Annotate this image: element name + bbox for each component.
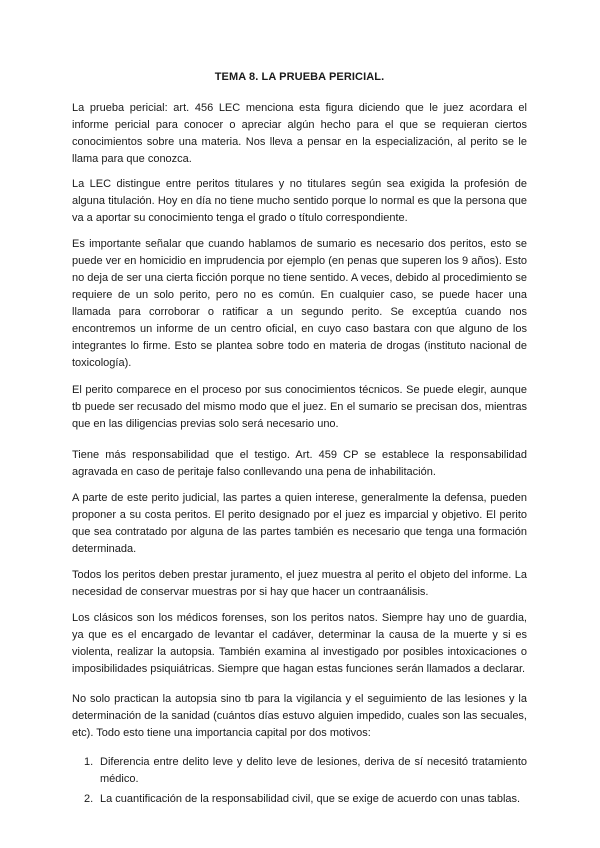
paragraph-medicos-forenses: Los clásicos son los médicos forenses, son los peritos natos. Siempre hay uno de guardia, ya que es el encargado de levantar el cadáver, determinar la causa de la muerte y si es violenta, realizar la autopsia. También examina al investigado por posibles intoxicaciones o imposibilidades psiquiátricas. Siempre que hagan estas funciones serán llamados a declarar. (72, 612, 527, 675)
paragraph-peritos-titulares: La LEC distingue entre peritos titulares y no titulares según sea exigida la profesión de alguna titulación. Hoy en día no tiene mucho sentido porque lo normal es que la persona que va a aportar su conocimiento tenga el grado o título correspondiente. (72, 178, 527, 224)
list-item-text: Diferencia entre delito leve y delito leve de lesiones, deriva de sí necesitó tratamiento médico. (100, 756, 527, 785)
page-title: TEMA 8. LA PRUEBA PERICIAL. (214, 71, 385, 83)
paragraph-sumario-dos-peritos: Es importante señalar que cuando hablamos de sumario es necesario dos peritos, esto se puede ver en homicidio en imprudencia por ejemplo (en penas que superen los 9 años). Esto no deja de ser una cierta ficción porque no tiene sentido. A veces, debido al procedimiento se requiere de un solo perito, pero no es común. En cualquier caso, se puede hacer una llamada para corroborar o ratificar a un segundo perito. Se exceptúa cuando nos encontremos un informe de un centro oficial, en cuyo caso bastara con que alguno de los integrantes lo firme. Esto se plantea sobre todo en materia de drogas (instituto nacional de toxicología). (72, 238, 527, 369)
list-item (72, 754, 527, 788)
list-item-number: 1. (84, 756, 94, 768)
list-item-number: 2. (84, 793, 94, 805)
paragraph-prueba-pericial: La prueba pericial: art. 456 LEC menciona esta figura diciendo que le juez acordara el informe pericial para conocer o apreciar algún hecho para el que se requieran ciertos conocimientos sobre una materia. Nos lleva a pensar en la especialización, al perito se le llama para que conozca. (72, 102, 527, 165)
paragraph-perito-comparece: El perito comparece en el proceso por sus conocimientos técnicos. Se puede elegir, aunque tb puede ser recusado del mismo modo que el juez. En el sumario se precisan dos, mientras que en las diligencias previas solo será necesario uno. (72, 384, 527, 430)
document-body (72, 69, 527, 811)
paragraph-responsabilidad: Tiene más responsabilidad que el testigo. Art. 459 CP se establece la responsabilidad agravada en caso de peritaje falso conllevando una pena de inhabilitación. (72, 449, 527, 478)
paragraph-juramento: Todos los peritos deben prestar juramento, el juez muestra al perito el objeto del informe. La necesidad de conservar muestras por si hay que hacer un contraanálisis. (72, 569, 527, 598)
paragraph-autopsia: No solo practican la autopsia sino tb para la vigilancia y el seguimiento de las lesiones y la determinación de la sanidad (cuántos días estuvo alguien impedido, cuales son las secuales, etc). Todo esto tiene una importancia capital por dos motivos: (72, 693, 527, 739)
numbered-list (72, 754, 527, 808)
list-item (72, 791, 527, 808)
paragraph-perito-de-parte: A parte de este perito judicial, las partes a quien interese, generalmente la defensa, pueden proponer a su costa peritos. El perito designado por el juez es imparcial y objetivo. El perito que sea contratado por alguna de las partes también es necesario que tenga una formación determinada. (72, 492, 527, 555)
list-item-text: La cuantificación de la responsabilidad civil, que se exige de acuerdo con unas tablas. (100, 793, 521, 805)
